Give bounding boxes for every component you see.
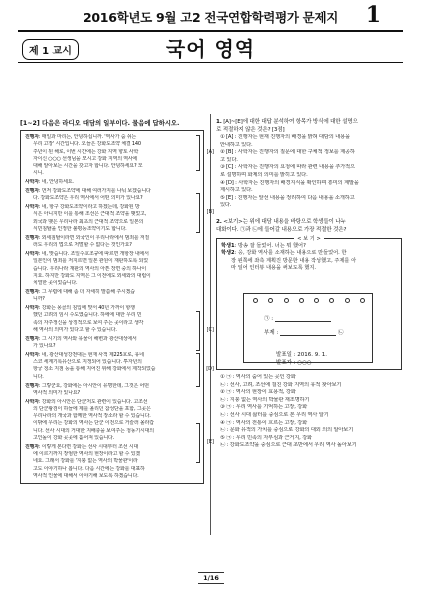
answer-choice: ④ ㉠ : 역사의 전통이 흐르는 고장, 강화	[220, 419, 308, 426]
answer-choice: ① [A] : 진행자는 현재 진행자의 배경을 밝혀 대담의 내용을	[220, 134, 350, 140]
answer-choice: ㉡ : 선사, 고려, 조선에 걸친 강화 지역의 유적 찾아보기	[220, 381, 342, 388]
dialogue-line: 진행자: 그렇군요, 강화에는 아시안이 유명한데, 그것은 어떤	[25, 382, 149, 389]
section-bracket	[196, 135, 200, 171]
dialogue-line: 진행자: 외세침탈이라면 외국인이 우리나라에서 범죄를 저질	[25, 234, 150, 241]
dialogue-line: 고도 이야기하나 봅니다. 다음 시간에는 강화를 대표하	[33, 465, 145, 472]
dialogue-line: 고인돌이 강화 곳곳에 흩어져 있습니다.	[33, 435, 115, 442]
dialogue-line: 니까?	[33, 296, 45, 303]
dialogue-box	[20, 130, 214, 484]
dialogue-line: 해 역사의 의미가 있다고 할 수 있습니다.	[33, 326, 117, 333]
dialogue-line: 외국과 맺은 우리나라 최초의 근대적 조약으로 일본의	[33, 218, 144, 225]
boki-line: 학생1: 방송 잘 들었어. 너는 뭐 했어?	[221, 242, 306, 249]
question-2-text: 2. <보기>는 위에 대담 내용을 바탕으로 학생들이 나누 대화이다. ㉠과 ㉡에 들어갈 내용으로 가장 적절한 것은?	[216, 218, 347, 233]
boki-text	[221, 243, 397, 273]
answer-choice: ① ㉠ : 역사의 숨어 있는 곳인 강화	[220, 373, 296, 380]
dialogue-line: 진행자: 매일과 마리는, 안녕하십니까. '역사가 숨 쉬는	[25, 134, 137, 140]
section-bracket	[196, 193, 200, 233]
dialogue-line: 역사적 의미가 있나요?	[33, 389, 80, 396]
question-2	[216, 218, 402, 450]
dialogue-line: 사학자: 네, 맞습니다. 조일수호조규에 따르면 개항장 내에서	[25, 250, 149, 257]
dialogue-line: 사학자: 네, 광산대성강천대는 현재 사적 제225호로, 유네	[25, 351, 144, 358]
dialogue-line: 다. 강화도조약은 우리 역사에서 어떤 의미가 있나요?	[33, 195, 143, 202]
dialogue-line: 가 있나요?	[33, 343, 56, 350]
answer-choice: ② [B] : 사학자는 진행자의 질문에 대한 구체적 정보를 제공하	[220, 149, 355, 156]
answer-choice: ⑤ [E] : 진행자는 앞선 내용을 정리하여 다음 내용을 소개하고	[220, 194, 355, 201]
dialogue-line: 진행자: 이렇게 본다면 강화는 선사 시대부터 조선 시대	[25, 443, 139, 450]
dialogue-line: 우리나라의 개국과 함께한 역사적 장소라 할 수 있습니다.	[33, 413, 151, 420]
boki-line: 마 일어 인터뷰 내용을 써보도록 했지.	[231, 265, 317, 272]
answer-choice: 있다.	[220, 202, 232, 209]
section-bracket	[196, 353, 200, 387]
dialogue-line: 진행자: 먼저 강화도조약에 대해 여러가지를 나눠 보겠습니다	[25, 188, 151, 195]
dialogue-line: 니다. 선사 시대의 거대한 지배층을 보여주는 청동기시대의	[33, 427, 154, 434]
boki-label: < 보 기 >	[217, 235, 401, 242]
dialogue-line: 사학자: 강화는 몽골의 침입에 맞서 40년 가까이 항쟁	[25, 305, 135, 312]
notebook-field-subtitle: 부제 : ㉡	[264, 329, 344, 336]
column-divider	[210, 114, 211, 535]
answer-choice: 안내하고 있다.	[220, 141, 253, 148]
answer-choice: ⑤ ㉠ : 우리 민족의 자부심과 근거지, 강화	[220, 434, 312, 441]
boki-box	[216, 235, 402, 370]
answer-choice: ③ ㉠ : 우리 역사를 기억하는 고장, 강화	[220, 404, 308, 411]
instruction: [1~2] 다음은 라디오 대담의 일부이다. 물음에 답하시오.	[20, 120, 180, 127]
dialogue-line: 진행자: 그 시기의 역사와 유물이 해변과 광산대성에서	[25, 335, 137, 342]
answer-choice: 제시하고 있다.	[220, 187, 253, 194]
dialogue-line: 치열한 곳이었습니다.	[33, 280, 78, 287]
dialogue-line: 주년이 된 해로, 이번 시간에는 강화 지역 향토 사학	[33, 148, 139, 155]
right-column	[216, 118, 402, 450]
subject-rule	[18, 62, 403, 63]
dialogue-line: 우리 고장' 시간입니다. 오늘은 강화도조약 체결 140	[33, 141, 141, 148]
section-bracket-label: [C]	[206, 327, 214, 333]
dialogue-line: 식민침탈을 인정한 불평등조약이기도 합니다.	[33, 226, 127, 233]
dialogue-line: 시니.	[33, 170, 44, 177]
dialogue-line: 의 단군왕검이 하늘에 제를 올리던 참성단을 포함, 그곳은	[33, 405, 151, 412]
answer-choice: ㉡ : 강화도조약을 중심으로 근대 초반에서 우리 역사 돌아보기	[220, 442, 357, 449]
question-1-choices	[216, 134, 402, 210]
question-1	[216, 118, 402, 210]
dialogue-line: 지요. 하지만 강화도 지역은 그 이전에도 외세와의 대립이	[33, 272, 151, 279]
subject-title: 국어 영역	[165, 37, 256, 61]
answer-choice: ㉡ : 선사 시대 삶터를 중심으로 본 우리 역사 알기	[220, 411, 329, 418]
header-rule	[18, 30, 403, 32]
dialogue-line: 족의 자주정신을 상징적으로 보여 주는 곳이라고 생각	[33, 319, 144, 326]
dialogue-line: 했던 고려의 임시 수도였습니다. 하에에 대한 우리 민	[33, 312, 142, 319]
dialogue-line: 네요. 그래서 강화를 '지붕 없는 역사의 박물관'이라	[33, 458, 138, 465]
answer-choice: ㉡ : 지붕 없는 역사의 박물관 재조명하기	[220, 396, 310, 403]
answer-choice: 고 있다.	[220, 156, 238, 163]
dialogue-line: 식은 아니지만 이를 통해 조선은 근대적 조약을 맺었고,	[33, 211, 146, 218]
footer-page-indicator: 1/16	[198, 572, 224, 584]
answer-choice: ④ [D] : 사학자는 진행자의 배경지식을 확인하며 흥미의 계발을	[220, 179, 359, 186]
section-bracket	[196, 423, 200, 463]
answer-choice: 로 설명하며 화제의 의미를 밝히고 있다.	[220, 171, 308, 178]
dialogue-line: 습니다. 우리나라 재판의 역사의 아픈 장면 중의 하나이	[33, 265, 146, 272]
dialogue-line: 역사적 인물에 대해서 이야기해 보도록 하겠습니다.	[33, 473, 139, 480]
dialogue-line: 사학자: 네, 안녕하세요.	[25, 179, 74, 186]
notebook-date: 발표일 : 2016. 9. 1. 발표자 : ○○○	[276, 351, 328, 366]
left-column	[20, 118, 214, 484]
dialogue-line: 진행자: 그 무렵에 대해 좀 더 자세히 말씀해 주시겠습	[25, 288, 135, 295]
boki-line: 장 왼쪽에 좌측 계획진 방문한 내용 작성했고, 주제를 아	[231, 257, 357, 264]
answer-choice: ㉡ : 문화 유적의 가치를 중심으로 강화의 대외 의의 알아보기	[220, 427, 354, 434]
dialogue-line: 일본인이 범죄를 저지르면 일본 관원이 재판하도록 되었	[33, 258, 148, 265]
dialogue-line: 이밖에 우리는 강화의 역사는 단군 이전으로 거슬러 올라갑	[33, 420, 154, 427]
notebook-field-title: ㉠ :	[264, 314, 331, 322]
dialogue-line: 대해 알아보는 시간을 갖고자 합니다. 안녕하세요? 모	[33, 163, 143, 170]
dialogue-line: 자이신 ○○○ 선생님을 모시고 강화 지역의 역사에	[33, 155, 138, 162]
dialogue-line: 항궁 청소 지점 등을 통해 지어진 위해 강화에서 제작되었습	[33, 366, 156, 373]
answer-choice: ③ [C] : 사학자는 진행자의 요청에 따라 관련 내용을 추가적으	[220, 164, 355, 171]
boki-line: 학생2: 응, 강화 역사를 소재하는 내용으로 만들었어. 한	[221, 250, 347, 257]
dialogue-line: 사학자: 강화의 아시안은 단군처도 관련이 있습니다. 고조선	[25, 398, 148, 405]
dialogue-line: 러도 우리의 법으로 처벌할 수 없다는 것인가요?	[33, 242, 132, 249]
dialogue-line: 니다.	[33, 373, 44, 380]
exam-title: 2016학년도 9월 고2 전국연합학력평가 문제지	[83, 10, 338, 25]
question-2-choices	[216, 374, 402, 450]
notebook-rings	[244, 298, 374, 304]
notebook-illustration	[243, 293, 373, 366]
section-bracket-label: [E]	[206, 439, 214, 445]
section-bracket	[196, 311, 200, 351]
dialogue-line: 사학자: 네, 항구 강화도조약이라고 하겠는데, 강화된 방	[25, 204, 140, 211]
dialogue-line: 스코 세계기록유산으로 지정되어 있습니다. 투자년의	[33, 359, 142, 366]
section-bracket-label: [B]	[206, 209, 214, 215]
dialogue-line: 에 이르기까지 장엄한 역사의 현장이라고 할 수 있겠	[33, 451, 140, 458]
answer-choice: ② ㉠ : 역사의 현장이 효용적, 강화	[220, 389, 296, 396]
page-number: 1	[365, 2, 381, 28]
question-1-text: 1. [A]~[E]에 대한 대답 분석하여 항목가 방식에 대한 설명으 로 적절하지 않은 것은? [3점]	[216, 119, 358, 133]
section-bracket-label: [D]	[206, 366, 214, 372]
section-bracket-label: [A]	[206, 149, 214, 155]
session-badge: 제 1 교시	[22, 39, 79, 60]
